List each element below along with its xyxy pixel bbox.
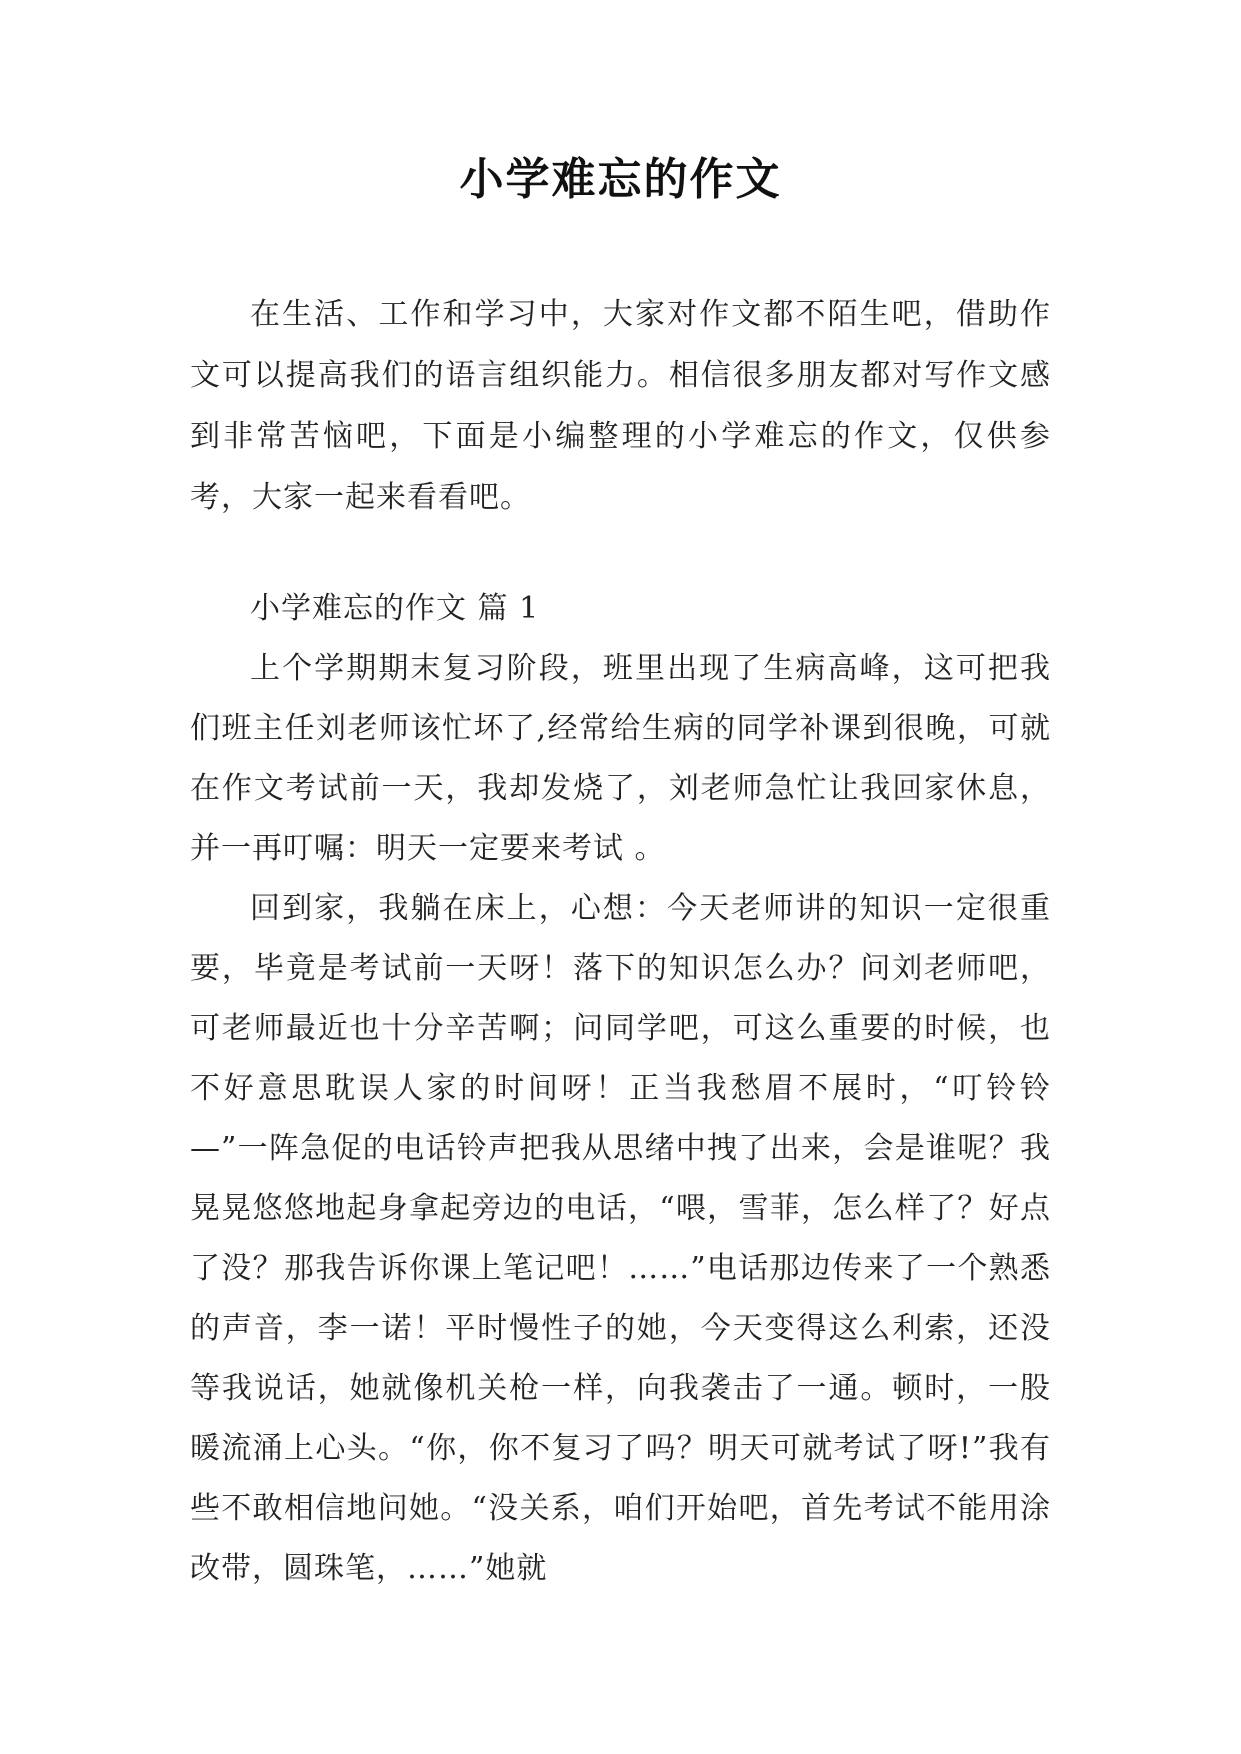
body-paragraph: 上个学期期末复习阶段，班里出现了生病高峰，这可把我们班主任刘老师该忙坏了,经常给生病的同学补课到很晚，可就在作文考试前一天，我却发烧了，刘老师急忙让我回家休息，并一再叮嘱：明天一定要来考试 。 [190,651,1051,866]
intro-block [190,284,1051,528]
body-paragraph: 回到家，我躺在床上，心想：今天老师讲的知识一定很重要，毕竟是考试前一天呀！落下的知识怎么办？问刘老师吧，可老师最近也十分辛苦啊；问同学吧，可这么重要的时候，也不好意思耽误人家的时间呀！正当我愁眉不展时，“叮铃铃—”一阵急促的电话铃声把我从思绪中拽了出来，会是谁呢？我晃晃悠悠地起身拿起旁边的电话，“喂，雪菲，怎么样了？好点了没？那我告诉你课上笔记吧！……”电话那边传来了一个熟悉的声音，李一诺！平时慢性子的她，今天变得这么利索，还没等我说话，她就像机关枪一样，向我袭击了一通。顿时，一股暖流涌上心头。“你，你不复习了吗？明天可就考试了呀!”我有些不敢相信地问她。“没关系，咱们开始吧，首先考试不能用涂改带，圆珠笔，……”她就 [190,891,1051,1586]
section-heading: 小学难忘的作文 篇 1 [250,591,540,626]
intro-paragraph: 在生活、工作和学习中，大家对作文都不陌生吧，借助作文可以提高我们的语言组织能力。相信很多朋友都对写作文感到非常苦恼吧，下面是小编整理的小学难忘的作文，仅供参考，大家一起来看看吧。 [190,297,1051,515]
essay-section [190,579,1051,1599]
document-title: 小学难忘的作文 [459,154,782,205]
